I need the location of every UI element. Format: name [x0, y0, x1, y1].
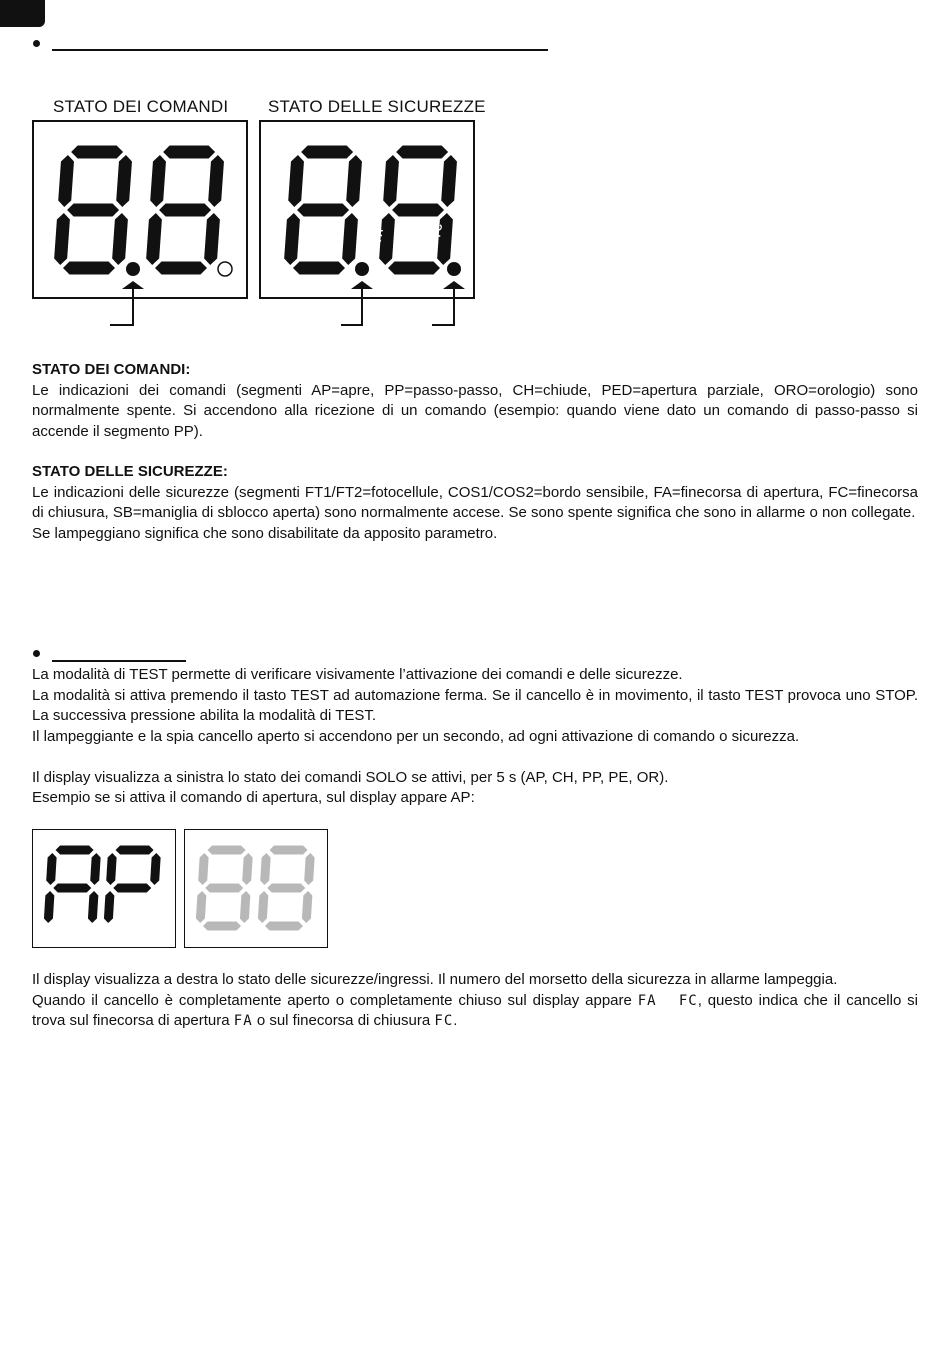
- test-p3: Il lampeggiante e la spia cancello aperto si accendono per un secondo, ad ogni attivazione di comando o sicurezza.: [32, 727, 800, 745]
- test-p4: Il display visualizza a sinistra lo stato dei comandi SOLO se attivi, per 5 s (AP, CH, PP, PE, OR).: [32, 768, 669, 786]
- segment-g: [267, 884, 305, 893]
- test-p2: La modalità si attiva premendo il tasto TEST ad automazione ferma. Se il cancello è in movimento, il tasto TEST provoca uno STOP. La successiva pressione abilita la modalità di TEST.: [32, 686, 918, 724]
- test-p7: Quando il cancello è completamente aperto o completamente chiuso sul display appare FA FC, questo indica che il cancello si trova sul finecorsa di apertura FA o sul finecorsa di chiusura FC.: [32, 991, 918, 1029]
- segment-a: [56, 846, 94, 855]
- segment-e: [258, 891, 268, 923]
- segment-g: [53, 884, 91, 893]
- segment-b: [304, 853, 314, 885]
- segment-f: [198, 853, 208, 885]
- segment-c: [240, 891, 250, 923]
- segment-f: [106, 853, 116, 885]
- segment-a: [116, 846, 154, 855]
- safety-blink-text: Se lampeggiano significa che sono disabilitate da apposito parametro.: [32, 524, 498, 542]
- segment-a: [208, 846, 246, 855]
- segment-g: [113, 884, 151, 893]
- segment-b: [150, 853, 160, 885]
- segment-label-fa: FA: [372, 228, 386, 243]
- segment-c: [302, 891, 312, 923]
- segment-d: [203, 922, 241, 931]
- segment-e: [196, 891, 206, 923]
- test-p1: La modalità di TEST permette di verificare visivamente l’attivazione dei comandi e delle sicurezze.: [32, 666, 683, 683]
- commands-text: Le indicazioni dei comandi (segmenti AP=apre, PP=passo-passo, CH=chiude, PED=apertura parziale, ORO=orologio) sono normalmente spente. Si accendono alla ricezione di un comando (esempio: quando viene dato un comando di passo-passo si accende il segmento PP).: [32, 381, 918, 440]
- segment-c: [88, 891, 98, 923]
- segment-e: [104, 891, 114, 923]
- segment-b: [242, 853, 252, 885]
- segment-label-fc: FC: [432, 222, 446, 239]
- segment-g: [205, 884, 243, 893]
- safety-heading: STATO DELLE SICUREZZE:: [32, 463, 228, 480]
- safety-text: Le indicazioni delle sicurezze (segmenti FT1/FT2=fotocellule, COS1/COS2=bordo sensibile, FA=finecorsa di apertura, FC=finecorsa di chiusura, SB=maniglia di sblocco aperta) sono normalmente accese. Se sono spente significa che sono in allarme o non collegate.: [32, 483, 918, 521]
- segment-f: [260, 853, 270, 885]
- label-safety: STATO DELLE SICUREZZE: [268, 97, 486, 116]
- test-section-end: [32, 970, 918, 1032]
- segment-f: [46, 853, 56, 885]
- commands-heading: STATO DEI COMANDI:: [32, 361, 191, 378]
- test-p5: Esempio se si attiva il comando di apertura, sul display appare AP:: [32, 789, 475, 806]
- label-commands: STATO DEI COMANDI: [53, 97, 229, 116]
- lcd-fc: FC: [434, 1013, 454, 1029]
- segment-a: [270, 846, 308, 855]
- segment-e: [44, 891, 54, 923]
- lcd-fa-fc: FA FC: [637, 992, 698, 1009]
- segment-d: [265, 922, 303, 931]
- lcd-fa: FA: [233, 1013, 253, 1029]
- test-p6: Il display visualizza a destra lo stato delle sicurezze/ingressi. Il numero del morsetto della sicurezza in allarme lampeggia.: [32, 971, 838, 988]
- segment-b: [90, 853, 100, 885]
